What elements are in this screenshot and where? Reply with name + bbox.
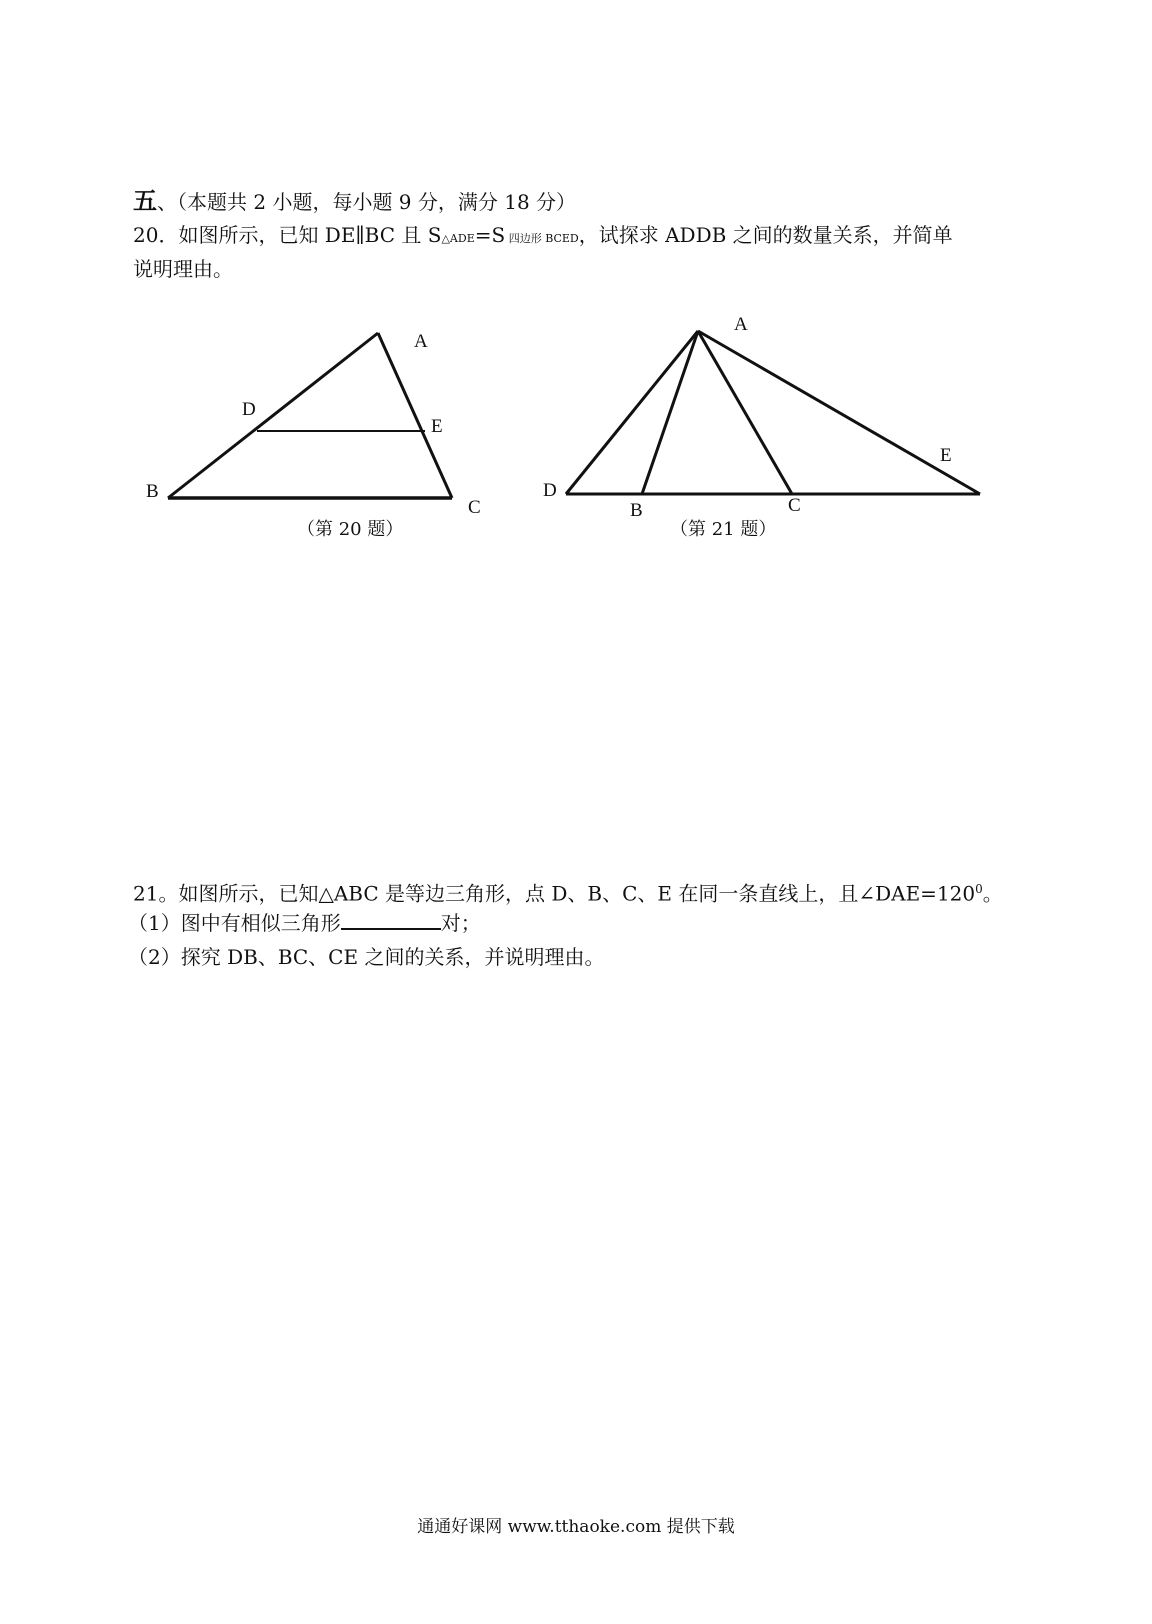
fig21-segment-ae [698,331,980,494]
q20-text-c: ，试探求 ADDB 之间的数量关系，并简单 [578,223,953,247]
fig21-segment-ab [642,331,698,494]
q21-part1-text: （1）图中有相似三角形 [128,911,341,935]
fig20-label-b: B [146,481,159,502]
figure-21 [543,314,980,540]
fig20-side-ab [168,333,378,498]
fig20-label-c: C [468,497,481,518]
fig21-label-e: E [940,445,952,466]
q20-subscript-ade: △ADE [441,232,475,245]
fig21-label-b: B [630,500,643,521]
q20-subscript-bced: 四边形 BCED [505,232,579,245]
section-number: 五 [133,186,157,215]
q21-intro-end: 。 [982,881,1003,906]
fig20-label-a: A [414,331,428,352]
fig20-label-d: D [242,399,256,420]
q20-text-a: 20．如图所示，已知 DE∥BC 且 S [133,223,442,247]
fig21-label-a: A [734,314,748,335]
fig21-segment-ac [698,331,792,494]
q21-intro-text: 21。如图所示，已知△ABC 是等边三角形，点 D、B、C、E 在同一条直线上，且∠DAE=120 [133,881,976,906]
fig20-label-e: E [431,416,443,437]
fig21-caption: （第 21 题） [670,519,777,540]
fig21-segment-ad [566,331,698,494]
q20-line-2: 说明理由。 [133,257,233,281]
q21-part-2: （2）探究 DB、BC、CE 之间的关系，并说明理由。 [128,945,605,969]
fig20-caption: （第 20 题） [297,519,404,540]
figure-20 [146,331,481,540]
answer-blank[interactable] [341,910,441,930]
fig21-label-d: D [543,480,557,501]
section-note: （本题共 2 小题，每小题 9 分，满分 18 分） [177,190,577,214]
geometry-figures [0,0,1152,560]
section-separator: 、 [157,190,177,214]
q21-degree-superscript: 0 [975,882,983,896]
page-footer: 通通好课网 www.tthaoke.com 提供下载 [417,1517,735,1537]
fig21-label-c: C [788,495,801,516]
q20-text-b: =S [474,223,506,247]
q21-part-1 [128,910,481,936]
q21-intro [133,876,1003,907]
q21-part1-suffix: 对； [440,911,481,935]
